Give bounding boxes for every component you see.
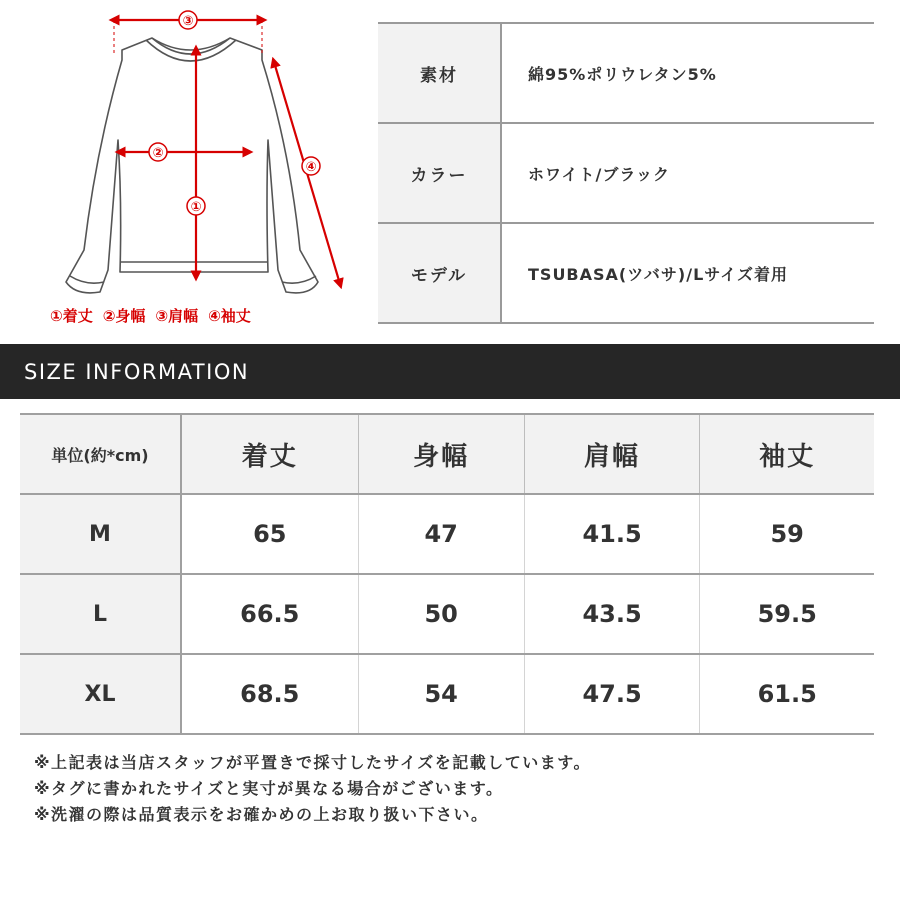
header-width: 身幅 <box>358 414 524 494</box>
header-unit: 単位(約*cm) <box>20 414 181 494</box>
table-row <box>20 574 874 654</box>
table-cell: 47 <box>358 494 524 574</box>
size-information-band <box>0 344 900 399</box>
marker-4: ④ <box>305 160 317 175</box>
spec-row-model <box>378 224 874 324</box>
shirt-outline <box>66 38 318 293</box>
marker-1: ① <box>190 200 202 215</box>
garment-diagram <box>0 0 370 340</box>
size-table-header-row <box>20 414 874 494</box>
table-cell: 41.5 <box>524 494 700 574</box>
size-label: L <box>20 574 181 654</box>
table-cell: 43.5 <box>524 574 700 654</box>
marker-3: ③ <box>182 14 194 29</box>
spec-table <box>378 22 874 324</box>
size-label: M <box>20 494 181 574</box>
table-cell: 61.5 <box>700 654 874 734</box>
marker-2: ② <box>152 146 164 161</box>
spec-value: TSUBASA(ツバサ)/Lサイズ着用 <box>528 264 788 284</box>
table-cell: 50 <box>358 574 524 654</box>
spec-label: モデル <box>378 224 502 322</box>
table-cell: 47.5 <box>524 654 700 734</box>
table-cell: 66.5 <box>181 574 358 654</box>
legend-item-shoulder: ③肩幅 <box>155 307 199 325</box>
spec-value: ホワイト/ブラック <box>528 164 671 184</box>
size-table <box>20 413 874 735</box>
header-shoulder: 肩幅 <box>524 414 700 494</box>
table-cell: 59 <box>700 494 874 574</box>
size-label: XL <box>20 654 181 734</box>
table-cell: 59.5 <box>700 574 874 654</box>
spec-label: 素材 <box>378 24 502 122</box>
table-cell: 68.5 <box>181 654 358 734</box>
spec-row-color <box>378 124 874 224</box>
note-line: ※タグに書かれたサイズと実寸が異なる場合がございます。 <box>34 779 504 798</box>
notes <box>34 750 874 828</box>
legend-item-sleeve: ④袖丈 <box>208 307 251 325</box>
table-row <box>20 654 874 734</box>
sweatshirt-illustration <box>0 0 370 340</box>
spec-label: カラー <box>378 124 502 222</box>
legend-item-width: ②身幅 <box>102 307 146 325</box>
measurement-legend <box>50 305 350 329</box>
header-length: 着丈 <box>181 414 358 494</box>
section-title: SIZE INFORMATION <box>24 359 250 384</box>
table-cell: 65 <box>181 494 358 574</box>
spec-row-material <box>378 24 874 124</box>
spec-value: 綿95%ポリウレタン5% <box>528 64 717 84</box>
note-line: ※上記表は当店スタッフが平置きで採寸したサイズを記載しています。 <box>34 753 591 772</box>
table-cell: 54 <box>358 654 524 734</box>
note-line: ※洗濯の際は品質表示をお確かめの上お取り扱い下さい。 <box>34 805 489 824</box>
table-row <box>20 494 874 574</box>
header-sleeve: 袖丈 <box>700 414 874 494</box>
legend-item-length: ①着丈 <box>50 307 93 325</box>
